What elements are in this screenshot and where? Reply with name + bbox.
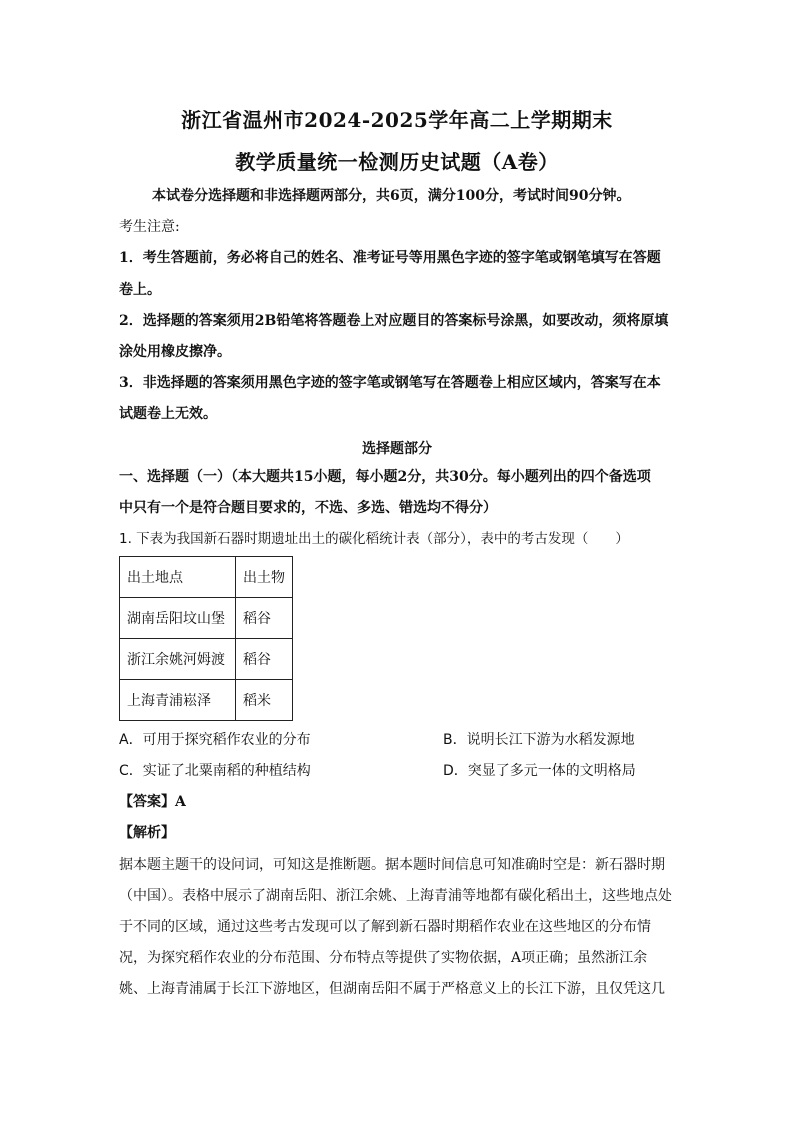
notice-2-line-2: 涂处用橡皮擦净。 [119,344,231,360]
intro-text: 本试卷分选择题和非选择题两部分，共6页，满分100分，考试时间90分钟。 [152,188,631,204]
part-heading-line-2: 中只有一个是符合题目要求的，不选、多选、错选均不得分） [119,500,497,516]
section-title: 选择题部分 [362,441,432,457]
table-cell: 稻米 [236,680,293,721]
option-d: D．突显了多元一体的文明格局 [443,763,636,779]
table-row [120,639,293,680]
table-cell: 湖南岳阳坟山堡 [120,598,236,639]
table-header-cell: 出土地点 [120,557,236,598]
answer-label: 【答案】A [119,794,186,810]
excavation-table [119,556,293,721]
analysis-line-3: 于不同的区域，通过这些考古发现可以了解到新石器时期稻作农业在这些地区的分布情 [119,919,651,935]
analysis-heading: 【解析】 [119,825,175,841]
notice-2-line-1: 2．选择题的答案须用2B铅笔将答题卷上对应题目的答案标号涂黑，如要改动，须将原填 [119,313,669,329]
analysis-line-2: （中国）。表格中展示了湖南岳阳、浙江余姚、上海青浦等地都有碳化稻出土，这些地点处 [119,888,672,904]
notice-1-line-2: 卷上。 [119,282,161,298]
notice-3-line-1: 3．非选择题的答案须用黑色字迹的签字笔或钢笔写在答题卷上相应区域内，答案写在本 [119,375,661,391]
analysis-line-4: 况，为探究稻作农业的分布范围、分布特点等提供了实物依据，A项正确；虽然浙江余 [119,950,648,966]
analysis-line-1: 据本题主题干的设问词，可知这是推断题。据本题时间信息可知准确时空是：新石器时期 [119,857,665,873]
notice-heading: 考生注意: [119,219,180,235]
option-a: A．可用于探究稻作农业的分布 [119,732,311,748]
option-b: B．说明长江下游为水稻发源地 [443,732,635,748]
table-cell: 稻谷 [236,639,293,680]
table-cell: 上海青浦崧泽 [120,680,236,721]
table-header-cell: 出土物 [236,557,293,598]
table-row [120,680,293,721]
table-header-row [120,557,293,598]
notice-3-line-2: 试题卷上无效。 [119,406,217,422]
table-cell: 稻谷 [236,598,293,639]
table-cell: 浙江余姚河姆渡 [120,639,236,680]
analysis-line-5: 姚、上海青浦属于长江下游地区，但湖南岳阳不属于严格意义上的长江下游，且仅凭这几 [119,981,665,997]
title-line-2: 教学质量统一检测历史试题（A卷） [235,150,559,174]
table-row [120,598,293,639]
question-1-stem: 1. 下表为我国新石器时期遗址出土的碳化稻统计表（部分），表中的考古发现（ ） [119,531,629,547]
notice-1-line-1: 1．考生答题前，务必将自己的姓名、准考证号等用黑色字迹的签字笔或钢笔填写在答题 [119,250,661,266]
part-heading-line-1: 一、选择题（一）（本大题共15小题，每小题2分，共30分。每小题列出的四个备选项 [119,469,651,485]
title-line-1: 浙江省温州市2024-2025学年高二上学期期末 [181,108,613,132]
option-c: C．实证了北粟南稻的种植结构 [119,763,311,779]
